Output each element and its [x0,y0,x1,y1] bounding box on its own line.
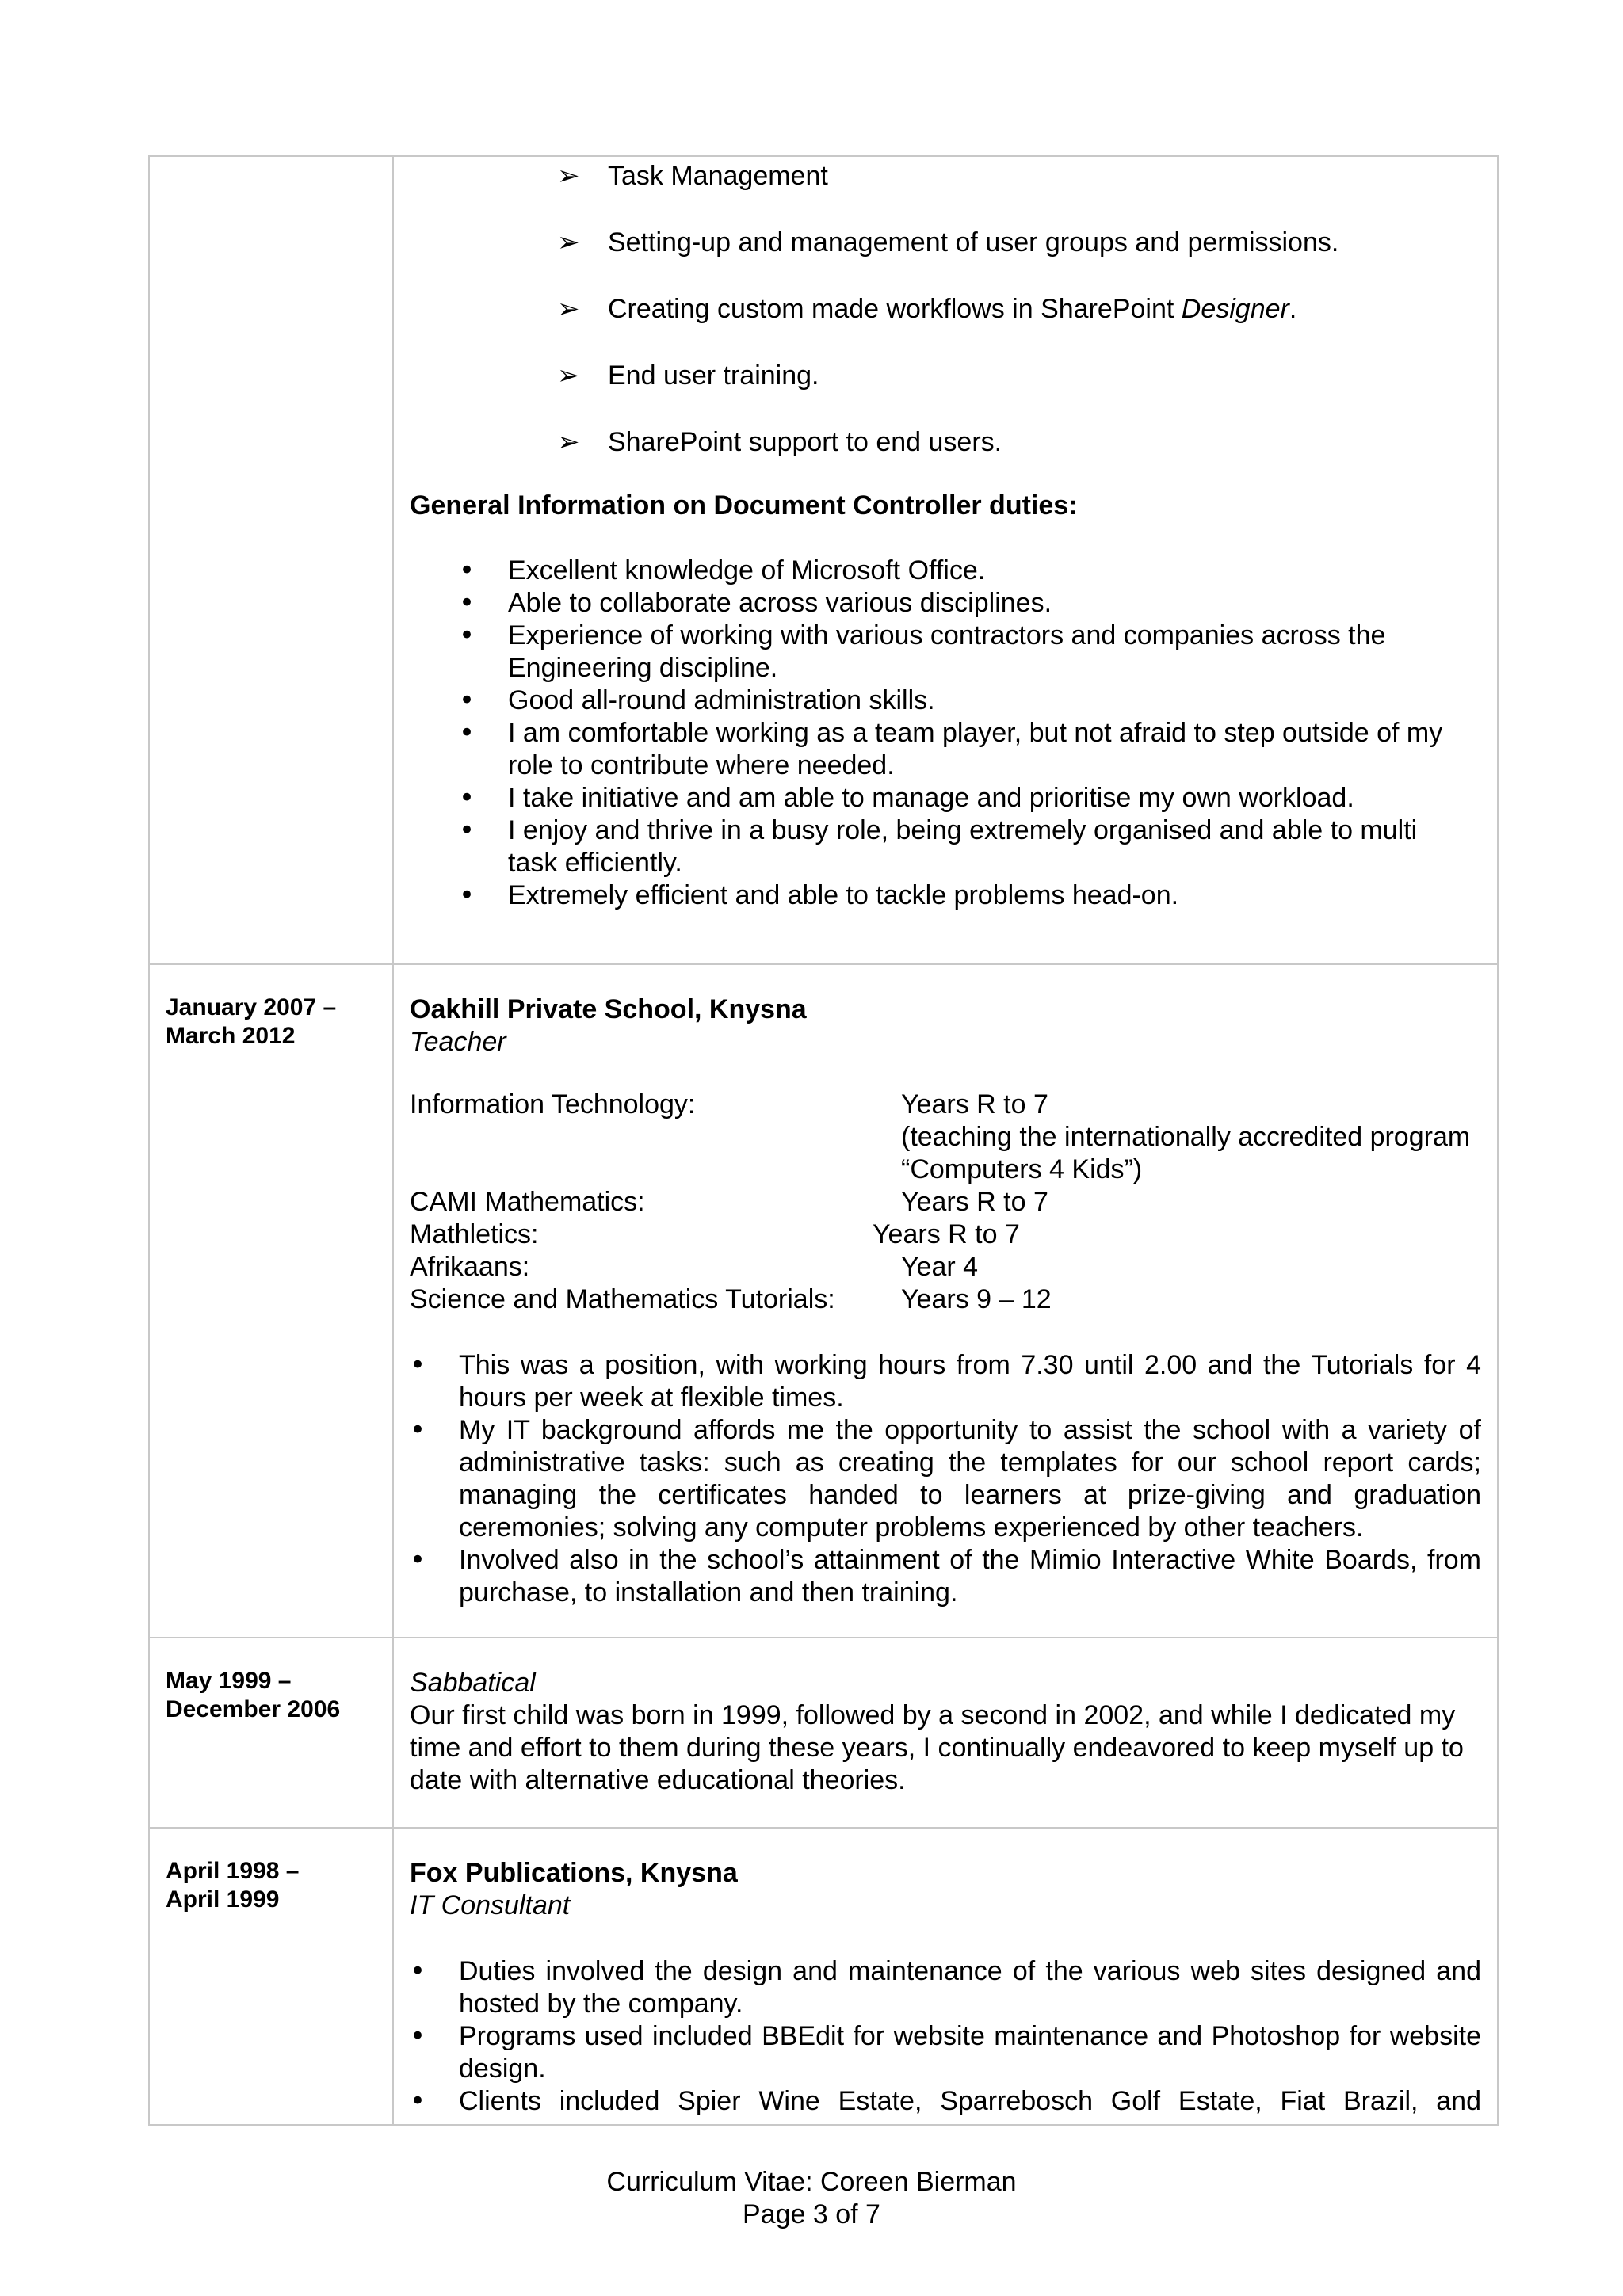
footer-title: Curriculum Vitae: Coreen Bierman [606,2167,1017,2197]
date-start: January 2007 – [166,994,337,1020]
job-title: Teacher [410,1027,506,1057]
list-item-text: I take initiative and am able to manage and prioritise my own workload. [508,783,1354,813]
subject-label [410,1154,901,1186]
date-end: December 2006 [166,1696,341,1722]
subject-label: Afrikaans: [410,1252,530,1282]
bullet-icon: • [410,2020,426,2052]
subject-label [410,1121,901,1154]
subject-years: (teaching the internationally accredited program [901,1122,1471,1152]
list-item [557,227,1481,259]
sabbatical-text: Our first child was born in 1999, followed by a second in 2002, and while I dedicated my time and effort to them during these years, I continually endeavored to keep myself up to date with alternative educational theories. [410,1700,1464,1795]
list-item [459,685,1481,717]
list-item [410,1544,1481,1609]
arrowhead-icon: ➢ [557,360,580,391]
content-cell [393,964,1498,1638]
subject-years: Year 4 [901,1252,979,1282]
bullet-icon: • [410,1349,426,1381]
sharepoint-duties-list [410,160,1481,459]
list-item-text: Task Management [608,161,828,191]
list-item-text: Setting-up and management of user groups and permissions. [608,227,1339,257]
list-item-italic: Designer [1181,294,1289,324]
bullet-icon: • [410,1544,426,1576]
list-item [410,1414,1481,1544]
list-item-text: Clients included Spier Wine Estate, Sparrebosch Golf Estate, Fiat Brazil, and [459,2086,1481,2116]
document-controller-list [410,555,1481,912]
subject-years: Years 9 – 12 [901,1284,1052,1314]
list-item-text: I am comfortable working as a team player, but not afraid to step outside of my [508,718,1443,748]
subject-label: Science and Mathematics Tutorials: [410,1284,835,1314]
page-footer [0,2166,1623,2231]
footer-page-number: Page 3 of 7 [743,2199,880,2229]
list-item-text: Good all-round administration skills. [508,685,935,715]
list-item [557,360,1481,392]
bullet-icon: • [410,1414,426,1446]
arrowhead-icon: ➢ [557,426,580,458]
subject-years: Years R to 7 [901,1187,1048,1217]
list-item-text: task efficiently. [508,848,682,878]
list-item-text: This was a position, with working hours from 7.30 until 2.00 and the Tutorials for 4 hours per week at flexible times. [459,1350,1481,1413]
list-item-text: Programs used included BBEdit for website maintenance and Photoshop for website design. [459,2021,1481,2084]
subject-label: Information Technology: [410,1089,696,1119]
date-cell [149,964,393,1638]
bullet-icon: • [459,620,475,651]
content-cell [393,156,1498,964]
list-item [410,1349,1481,1414]
list-item [459,879,1481,912]
bullet-icon: • [410,1955,426,1987]
list-item [410,2020,1481,2085]
job-title: IT Consultant [410,1890,571,1920]
section-heading: General Information on Document Controller duties: [410,490,1078,521]
list-item [410,2085,1481,2118]
list-item [459,814,1481,879]
list-item [459,717,1481,782]
list-item-text: Creating custom made workflows in SharePoint [608,294,1182,324]
arrowhead-icon: ➢ [557,227,580,258]
arrowhead-icon: ➢ [557,160,580,192]
date-end: March 2012 [166,1023,296,1049]
list-item-text: SharePoint support to end users. [608,427,1002,457]
list-item [557,160,1481,193]
list-item [459,620,1481,685]
list-item-text: Extremely efficient and able to tackle problems head-on. [508,880,1179,910]
list-item-text: Experience of working with various contractors and companies across the [508,620,1386,650]
list-item-text: Excellent knowledge of Microsoft Office. [508,555,986,585]
date-start: May 1999 – [166,1668,292,1694]
list-item [459,555,1481,587]
cv-table [148,155,1499,2126]
list-item-text: I enjoy and thrive in a busy role, being extremely organised and able to multi [508,815,1418,845]
bullet-icon: • [459,717,475,749]
list-item [557,293,1481,326]
arrowhead-icon: ➢ [557,293,580,325]
row-sabbatical [149,1638,1498,1828]
subject-label: Mathletics: [410,1219,539,1249]
list-item [459,587,1481,620]
employer-name: Fox Publications, Knysna [410,1858,738,1888]
date-start: April 1998 – [166,1858,300,1884]
list-item [410,1955,1481,2020]
list-item-text: Able to collaborate across various disciplines. [508,588,1052,618]
row-oakhill [149,964,1498,1638]
subject-years: Years R to 7 [873,1219,1020,1249]
date-end: April 1999 [166,1886,280,1913]
bullet-icon: • [459,814,475,846]
list-item-text: Engineering discipline. [508,653,778,683]
bullet-icon: • [459,782,475,814]
employer-name: Oakhill Private School, Knysna [410,994,807,1024]
list-item-text: role to contribute where needed. [508,750,895,780]
list-item [557,426,1481,459]
list-item-text: My IT background affords me the opportunity to assist the school with a variety of administrative tasks: such as creating the templates for our school report cards; managing the certificates handed to learners at prize-giving and graduation ceremonies; solving any computer problems experienced by other teachers. [459,1415,1481,1543]
date-cell-empty [149,156,393,964]
content-cell [393,1638,1498,1828]
content-cell [393,1828,1498,2125]
fox-duties-list [410,1955,1481,2118]
date-cell [149,1638,393,1828]
bullet-icon: • [459,879,475,911]
subject-label: CAMI Mathematics: [410,1187,645,1217]
list-item-text: Involved also in the school’s attainment of the Mimio Interactive White Boards, from purchase, to installation and then training. [459,1545,1481,1608]
list-item-text: Duties involved the design and maintenance of the various web sites designed and hosted by the company. [459,1956,1481,2019]
list-item-punct: . [1289,294,1297,324]
row-fox-publications [149,1828,1498,2125]
bullet-icon: • [410,2085,426,2117]
subject-years: “Computers 4 Kids”) [901,1154,1143,1184]
list-item [459,782,1481,814]
bullet-icon: • [459,555,475,586]
bullet-icon: • [459,587,475,619]
date-cell [149,1828,393,2125]
subjects-table [410,1089,1481,1316]
bullet-icon: • [459,685,475,716]
oakhill-duties-list [410,1349,1481,1609]
list-item-text: End user training. [608,360,819,391]
row-document-controller [149,156,1498,964]
sabbatical-title: Sabbatical [410,1668,536,1698]
subject-years: Years R to 7 [901,1089,1048,1119]
